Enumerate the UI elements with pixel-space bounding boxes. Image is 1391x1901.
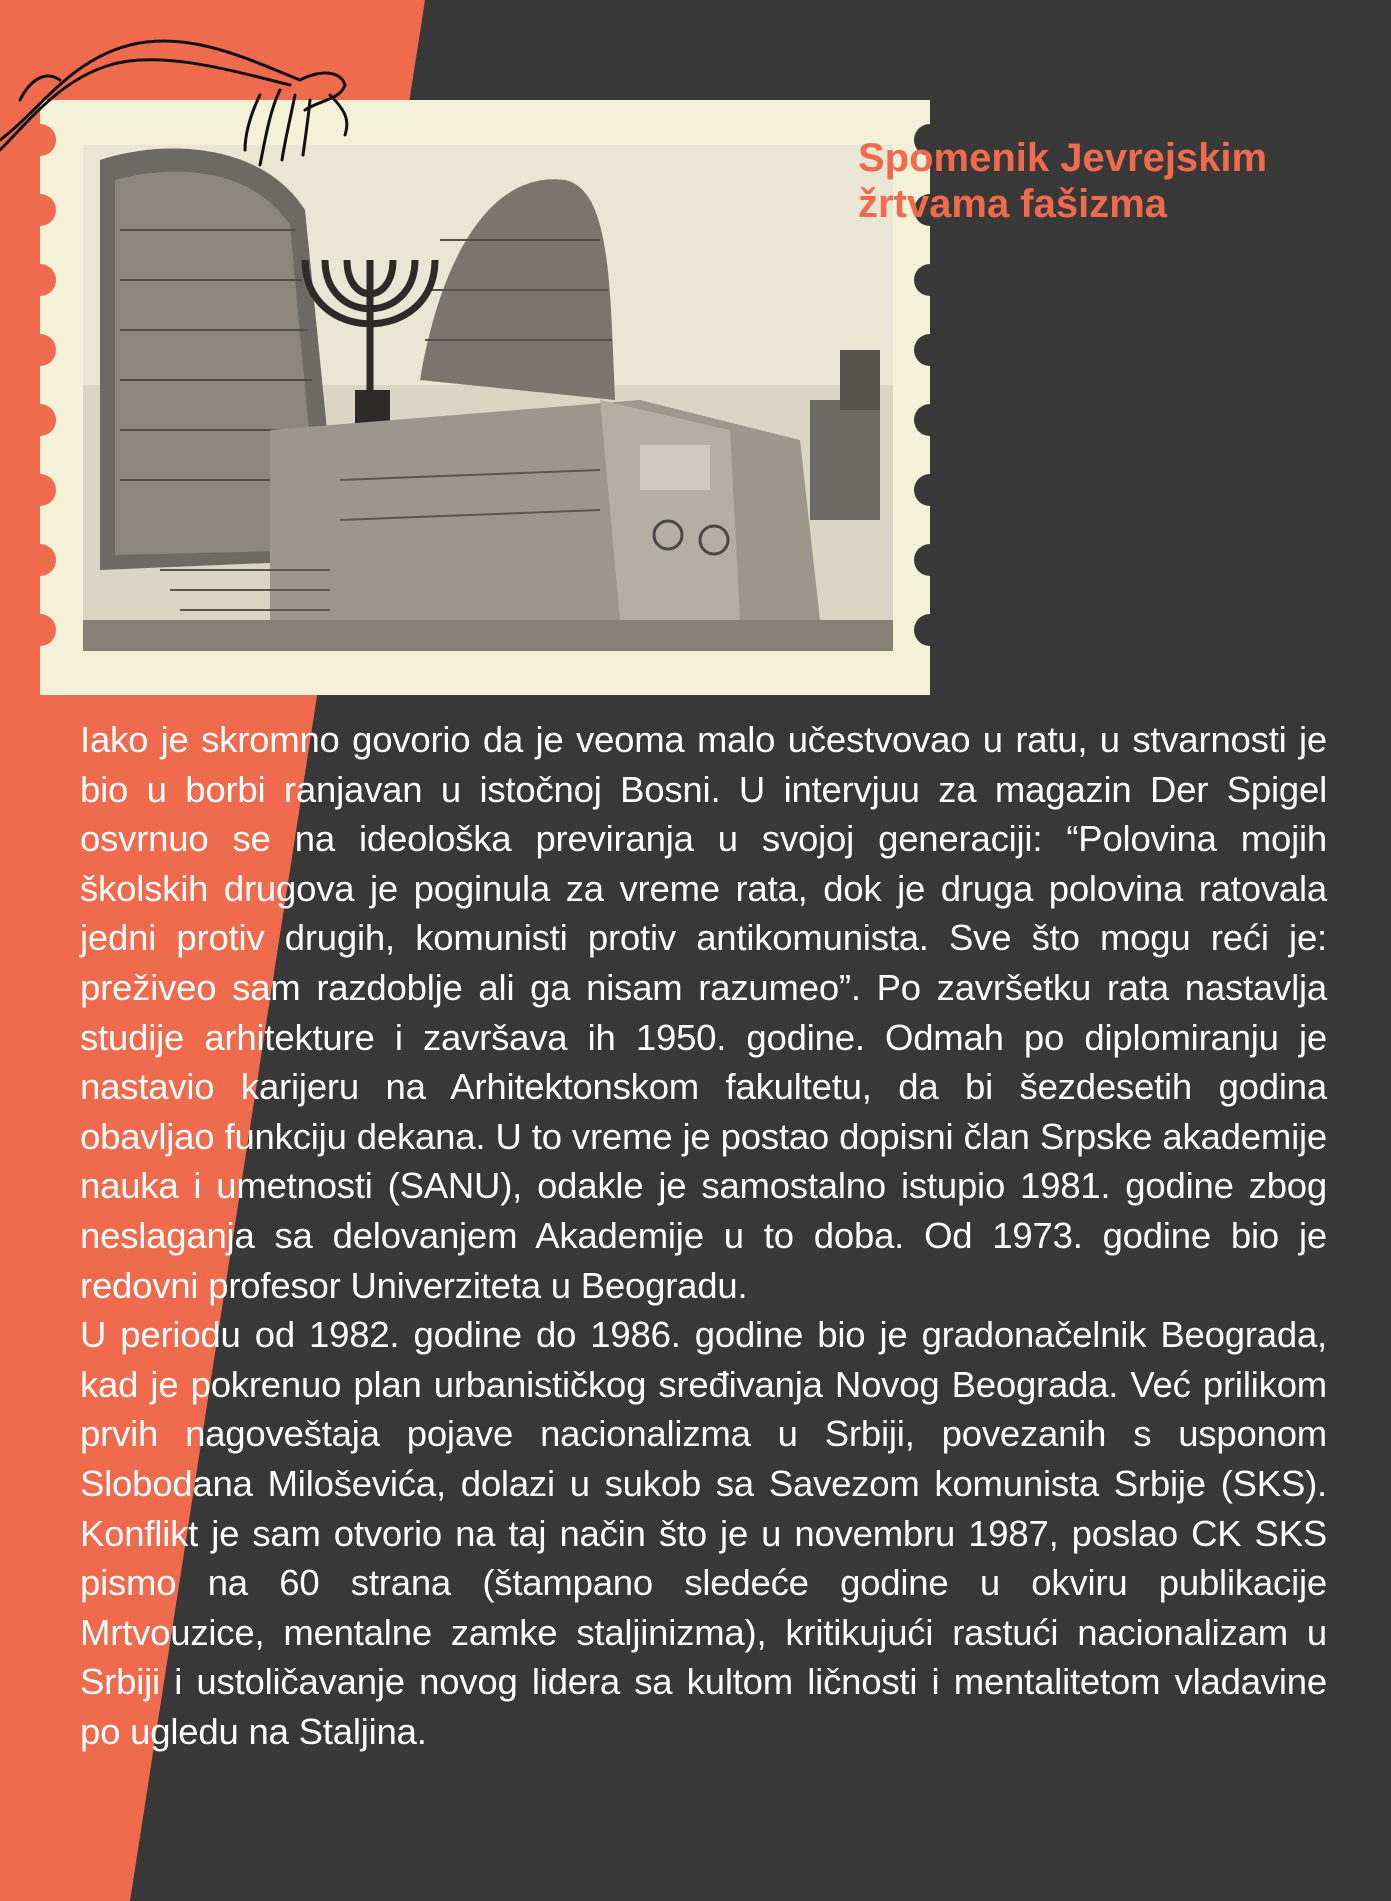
paragraph-2: U periodu od 1982. godine do 1986. godine bio je gradonačelnik Beograda, kad je pokrenuo plan urbanističkog sređivanja Novog Beograda. Već prilikom prvih nagoveštaja pojave nacionalizma u Srbiji, povezanih s usponom Slobodana Miloševića, dolazi u sukob sa Savezom komunista Srbije (SKS). Konflikt je sam otvorio na taj način što je u novembru 1987, poslao CK SKS pismo na 60 strana (štampano sledeće godine u okviru publikacije Mrtvouzice, mentalne zamke staljinizma), kritikujući rastući nacionalizam u Srbiji i ustoličavanje novog lidera sa kultom ličnosti i mentalitetom vladavine po ugledu na Staljina. — [80, 1314, 1327, 1752]
article-body — [80, 715, 1327, 1756]
hand-sketch-icon — [0, 0, 400, 200]
monument-title — [858, 135, 1358, 227]
title-line-1: Spomenik Jevrejskim — [858, 136, 1268, 180]
title-line-2: žrtvama fašizma — [858, 182, 1168, 226]
paragraph-1: Iako je skromno govorio da je veoma malo učestvovao u ratu, u stvarnosti je bio u borbi ranjavan u istočnoj Bosni. U intervjuu za magazin Der Spigel osvrnuo se na ideološka previranja u svojoj generaciji: “Polovina mojih školskih drugova je poginula za vreme rata, dok je druga polovina ratovala jedni protiv drugih, komunisti protiv antikomunista. Sve što mogu reći je: preživeo sam razdoblje ali ga nisam razumeo”. Po završetku rata nastavlja studije arhitekture i završava ih 1950. godine. Odmah po diplomiranju je nastavio karijeru na Arhitektonskom fakultetu, da bi šezdesetih godina obavljao funkciju dekana. U to vreme je postao dopisni član Srpske akademije nauka i umetnosti (SANU), odakle je samostalno istupio 1981. godine zbog neslaganja sa delovanjem Akademije u to doba. Od 1973. godine bio je redovni profesor Univerziteta u Beogradu. — [80, 719, 1327, 1306]
